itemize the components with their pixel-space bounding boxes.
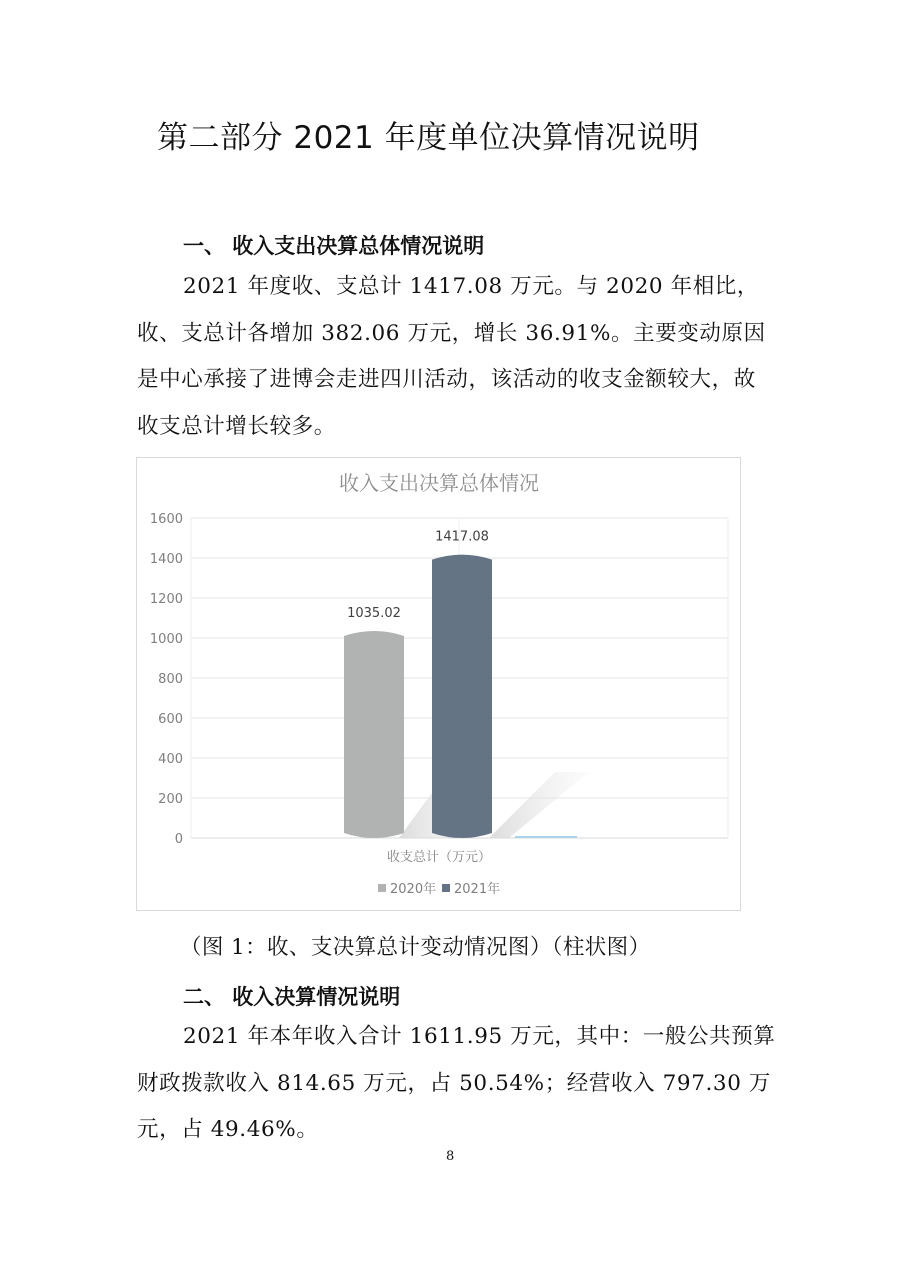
y-tick-label: 600 [158,712,183,727]
bar-2020 [344,631,404,838]
section2-text: 2021 年本年收入合计 1611.95 万元，其中：一般公共预算财政拨款收入 814.65 万元，占 50.54%；经营收入 797.30 万元，占 49.46%。 [137,1024,776,1142]
section2-paragraph [137,1014,777,1154]
y-tick-label: 800 [158,672,183,687]
y-tick-label: 0 [174,832,183,847]
y-tick-label: 1000 [149,632,183,647]
bar-chart [136,457,741,911]
section1-paragraph [137,264,777,450]
y-axis-labels [150,512,183,847]
section1-heading: 一、 收入支出决算总体情况说明 [183,234,485,258]
chart-svg [137,458,742,912]
y-tick-label: 400 [158,752,183,767]
bar-shadow-2021 [489,772,589,838]
y-tick-label: 1400 [149,552,183,567]
legend-swatch-2021 [442,884,450,892]
chart-title: 收入支出决算总体情况 [339,471,539,495]
y-tick-label: 1200 [149,592,183,607]
y-tick-label: 1600 [149,512,183,527]
section2-heading: 二、 收入决算情况说明 [183,985,401,1009]
legend-swatch-2020 [378,884,386,892]
bars [344,530,492,838]
page-title: 第二部分 2021 年度单位决算情况说明 [157,120,700,156]
x-axis-label: 收支总计（万元） [386,850,492,865]
legend-label-2020: 2020年 [390,882,437,897]
section1-text: 2021 年度收、支总计 1417.08 万元。与 2020 年相比，收、支总计各增加 382.06 万元，增长 36.91%。主要变动原因是中心承接了进博会走进四川活动，该活动的收支金额较大，故收支总计增长较多。 [137,274,766,439]
bar-2021 [432,555,492,838]
legend-label-2021: 2021年 [454,882,501,897]
data-label: 1035.02 [347,605,401,621]
figure-caption: （图 1：收、支决算总计变动情况图）（柱状图） [180,935,651,960]
y-tick-label: 200 [158,792,183,807]
page-number: 8 [446,1149,455,1164]
data-label: 1417.08 [435,529,489,545]
chart-legend [378,881,500,897]
